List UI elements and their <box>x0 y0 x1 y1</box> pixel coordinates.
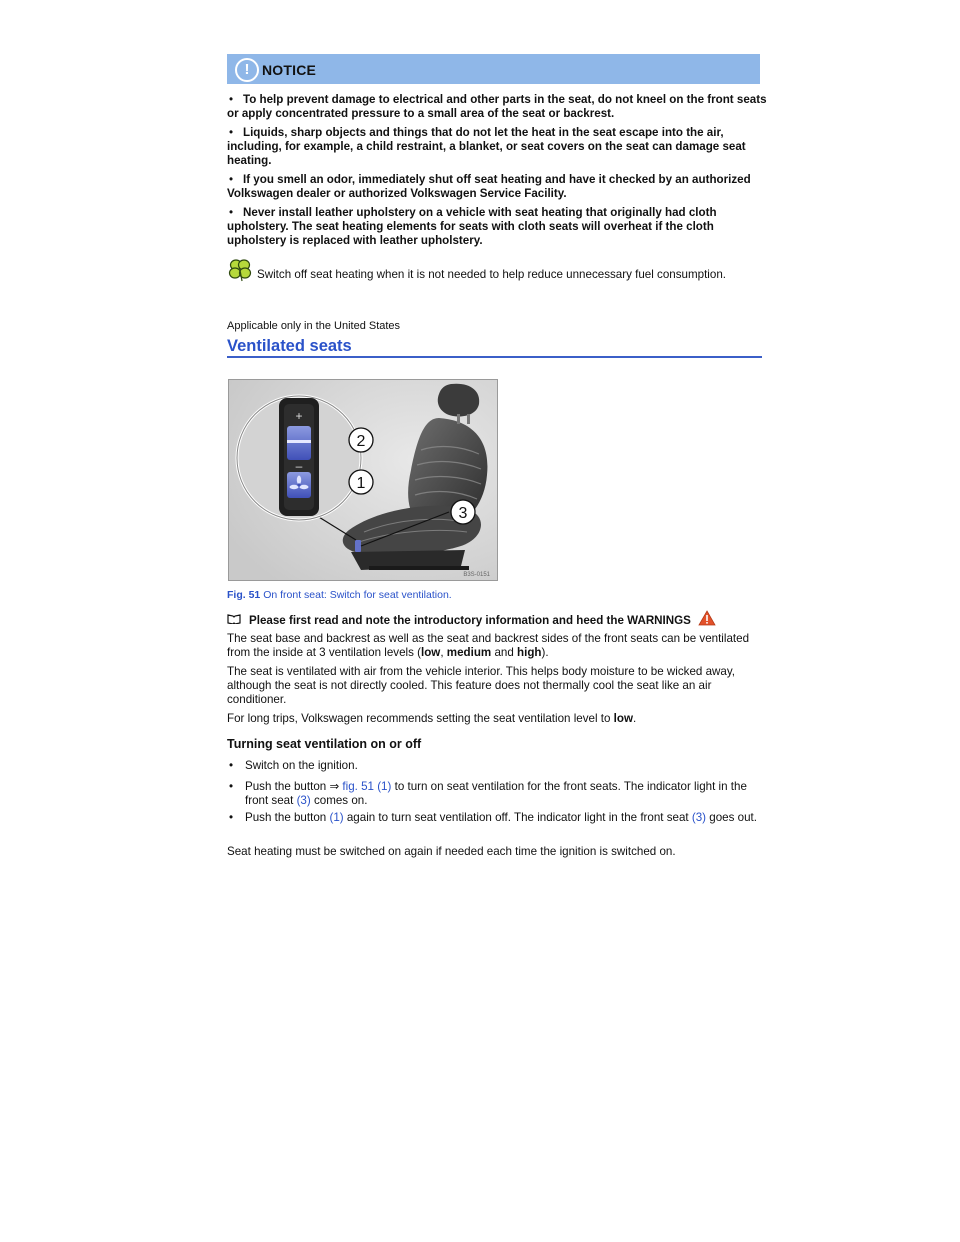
paragraph-closing: Seat heating must be switched on again if needed each time the ignition is switched on. <box>227 845 676 858</box>
callout-2: 2 <box>356 433 366 450</box>
step-item: • Switch on the ignition. <box>229 759 358 772</box>
notice-item: • If you smell an odor, immediately shut off seat heating and have it checked by an authorized Volkswagen dealer or authorized Volkswagen Service Facility. <box>227 173 751 200</box>
callout-1: 1 <box>356 475 366 492</box>
notice-list <box>227 93 767 253</box>
notice-item: • To help prevent damage to electrical and other parts in the seat, do not kneel on the front seats or apply concentrated pressure to a small area of the seat or backrest. <box>227 93 767 120</box>
callout-3: 3 <box>458 505 468 522</box>
exclamation-circle-icon: ! <box>235 58 259 82</box>
step-item: • Push the button ⇒ fig. 51 (1) to turn on seat ventilation for the front seats. The indicator light in the front seat (3) comes on. <box>229 780 747 807</box>
leaf-clover-icon <box>227 258 253 282</box>
eco-text: Switch off seat heating when it is not needed to help reduce unnecessary fuel consumption. <box>257 268 726 281</box>
read-note <box>227 610 716 627</box>
notice-header <box>227 54 760 84</box>
seat-illustration <box>229 380 497 580</box>
notice-item: • Never install leather upholstery on a vehicle with seat heating that originally had cloth upholstery. The seat heating elements for seats with cloth seats will overheat if the cloth upholstery is replaced with leather upholstery. <box>227 206 717 247</box>
paragraph-long-trips: For long trips, Volkswagen recommends setting the seat ventilation level to low. <box>227 712 637 725</box>
step-item: • Push the button (1) again to turn seat ventilation off. The indicator light in the front seat (3) goes out. <box>229 811 757 824</box>
read-note-text: Please first read and note the introductory information and heed the WARNINGS <box>249 614 691 627</box>
paragraph-ventilation-air: The seat is ventilated with air from the vehicle interior. This helps body moisture to be wicked away, although the seat is not directly cooled. This feature does not thermally cool the seat like an air conditioner. <box>227 665 736 706</box>
subheading-turning-on-off: Turning seat ventilation on or off <box>227 737 422 751</box>
applicability-note: Applicable only in the United States <box>227 320 401 332</box>
notice-item: • Liquids, sharp objects and things that do not let the heat in the seat escape into the air, including, for example, a child restraint, a blanket, or seat covers on the seat can damage seat heating. <box>227 126 746 167</box>
figure-code: B3S-0151 <box>463 572 490 578</box>
warning-triangle-icon <box>698 610 716 626</box>
book-icon <box>227 614 249 627</box>
plus-label: + <box>295 409 303 423</box>
figure-caption: Fig. 51 On front seat: Switch for seat ventilation. <box>227 589 452 601</box>
paragraph-ventilation-levels: The seat base and backrest as well as the seat and backrest sides of the front seats can be ventilated from the inside at 3 ventilation levels (low, medium and high). <box>227 632 750 659</box>
minus-label: – <box>295 459 303 473</box>
section-title: Ventilated seats <box>227 337 762 358</box>
figure-link[interactable]: fig. 51 (1) <box>342 780 392 793</box>
figure-seat-ventilation <box>228 379 498 581</box>
notice-title: NOTICE <box>262 62 317 78</box>
